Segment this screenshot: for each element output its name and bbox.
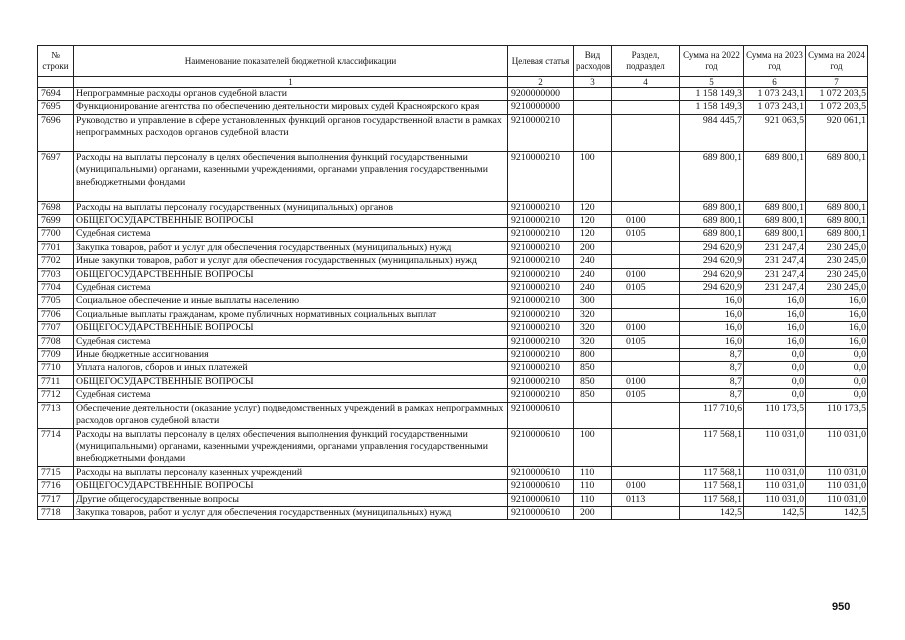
sum-2022-cell: 117 568,1 <box>680 493 744 506</box>
sum-2022-cell: 117 568,1 <box>680 466 744 479</box>
row-number-cell: 7714 <box>38 428 74 466</box>
row-number-cell: 7710 <box>38 362 74 375</box>
section-cell <box>612 241 680 254</box>
table-header-row <box>38 46 868 77</box>
table-row <box>38 335 868 348</box>
row-name-cell: Обеспечение деятельности (оказание услуг) подведомственных учреждений в рамках непрограммных расходов органов судебной власти <box>74 402 508 428</box>
sum-2023-cell: 110 031,0 <box>744 428 806 466</box>
sum-2024-cell: 110 031,0 <box>806 493 868 506</box>
sum-2024-cell: 142,5 <box>806 506 868 519</box>
sum-2024-cell: 0,0 <box>806 375 868 388</box>
target-article-cell: 9210000210 <box>508 201 574 214</box>
sum-2023-cell: 0,0 <box>744 375 806 388</box>
header-target-article: Целевая статья <box>508 46 574 77</box>
sum-2022-cell: 689 800,1 <box>680 215 744 228</box>
row-number-cell: 7696 <box>38 114 74 151</box>
expense-type-cell: 120 <box>574 228 612 241</box>
expense-type-cell <box>574 402 612 428</box>
expense-type-cell: 120 <box>574 215 612 228</box>
sum-2024-cell: 230 245,0 <box>806 241 868 254</box>
sum-2022-cell: 294 620,9 <box>680 255 744 268</box>
row-number-cell: 7717 <box>38 493 74 506</box>
table-row <box>38 114 868 151</box>
sum-2023-cell: 689 800,1 <box>744 152 806 202</box>
row-name-cell: Судебная система <box>74 335 508 348</box>
target-article-cell: 9210000210 <box>508 228 574 241</box>
sum-2023-cell: 110 031,0 <box>744 480 806 493</box>
sum-2024-cell: 110 173,5 <box>806 402 868 428</box>
section-cell: 0105 <box>612 335 680 348</box>
section-cell <box>612 402 680 428</box>
expense-type-cell: 850 <box>574 362 612 375</box>
sum-2024-cell: 689 800,1 <box>806 201 868 214</box>
sum-2022-cell: 117 568,1 <box>680 428 744 466</box>
table-row <box>38 506 868 519</box>
header-sum-2022: Сумма на 2022 год <box>680 46 744 77</box>
sum-2022-cell: 142,5 <box>680 506 744 519</box>
target-article-cell: 9210000210 <box>508 349 574 362</box>
expense-type-cell: 800 <box>574 349 612 362</box>
sum-2024-cell: 689 800,1 <box>806 228 868 241</box>
table-row <box>38 308 868 321</box>
sum-2022-cell: 8,7 <box>680 349 744 362</box>
target-article-cell: 9210000210 <box>508 215 574 228</box>
column-number: 3 <box>574 77 612 88</box>
sum-2022-cell: 117 710,6 <box>680 402 744 428</box>
sum-2022-cell: 984 445,7 <box>680 114 744 151</box>
row-name-cell: Руководство и управление в сфере установленных функций органов государственной власти в рамках непрограммных расходов органов судебной власти <box>74 114 508 151</box>
header-sum-2023: Сумма на 2023 год <box>744 46 806 77</box>
section-cell <box>612 101 680 114</box>
target-article-cell: 9210000210 <box>508 152 574 202</box>
expense-type-cell: 240 <box>574 282 612 295</box>
sum-2022-cell: 1 158 149,3 <box>680 88 744 101</box>
target-article-cell: 9210000210 <box>508 322 574 335</box>
sum-2023-cell: 1 073 243,1 <box>744 101 806 114</box>
section-cell: 0100 <box>612 322 680 335</box>
sum-2022-cell: 294 620,9 <box>680 282 744 295</box>
header-sum-2024: Сумма на 2024 год <box>806 46 868 77</box>
section-cell <box>612 201 680 214</box>
sum-2022-cell: 294 620,9 <box>680 268 744 281</box>
section-cell: 0113 <box>612 493 680 506</box>
column-number: 1 <box>74 77 508 88</box>
row-number-cell: 7705 <box>38 295 74 308</box>
sum-2023-cell: 16,0 <box>744 335 806 348</box>
row-number-cell: 7703 <box>38 268 74 281</box>
table-row <box>38 228 868 241</box>
sum-2024-cell: 16,0 <box>806 308 868 321</box>
row-name-cell: Функционирование агентства по обеспечению деятельности мировых судей Красноярского края <box>74 101 508 114</box>
row-name-cell: Судебная система <box>74 389 508 402</box>
section-cell <box>612 255 680 268</box>
column-number: 4 <box>612 77 680 88</box>
expense-type-cell: 300 <box>574 295 612 308</box>
target-article-cell: 9210000210 <box>508 268 574 281</box>
expense-type-cell: 320 <box>574 322 612 335</box>
target-article-cell: 9210000210 <box>508 114 574 151</box>
row-name-cell: Судебная система <box>74 228 508 241</box>
table-row <box>38 389 868 402</box>
row-name-cell: ОБЩЕГОСУДАРСТВЕННЫЕ ВОПРОСЫ <box>74 375 508 388</box>
table-row <box>38 282 868 295</box>
row-name-cell: ОБЩЕГОСУДАРСТВЕННЫЕ ВОПРОСЫ <box>74 322 508 335</box>
target-article-cell: 9210000210 <box>508 308 574 321</box>
row-name-cell: Расходы на выплаты персоналу в целях обеспечения выполнения функций государственными (муниципальными) органами, казенными учреждениями, органами управления государственными внебюджетными фондами <box>74 428 508 466</box>
row-number-cell: 7706 <box>38 308 74 321</box>
target-article-cell: 9210000610 <box>508 480 574 493</box>
row-name-cell: ОБЩЕГОСУДАРСТВЕННЫЕ ВОПРОСЫ <box>74 215 508 228</box>
row-name-cell: Уплата налогов, сборов и иных платежей <box>74 362 508 375</box>
row-number-cell: 7697 <box>38 152 74 202</box>
sum-2024-cell: 920 061,1 <box>806 114 868 151</box>
expense-type-cell: 120 <box>574 201 612 214</box>
row-name-cell: Закупка товаров, работ и услуг для обеспечения государственных (муниципальных) нужд <box>74 506 508 519</box>
expense-type-cell: 110 <box>574 493 612 506</box>
sum-2024-cell: 16,0 <box>806 322 868 335</box>
section-cell <box>612 466 680 479</box>
section-cell <box>612 308 680 321</box>
sum-2024-cell: 1 072 203,5 <box>806 101 868 114</box>
section-cell: 0105 <box>612 389 680 402</box>
row-name-cell: Иные бюджетные ассигнования <box>74 349 508 362</box>
table-row <box>38 295 868 308</box>
table-row <box>38 201 868 214</box>
target-article-cell: 9210000210 <box>508 255 574 268</box>
sum-2023-cell: 110 031,0 <box>744 466 806 479</box>
sum-2022-cell: 689 800,1 <box>680 201 744 214</box>
row-name-cell: Иные закупки товаров, работ и услуг для обеспечения государственных (муниципальных) нужд <box>74 255 508 268</box>
row-number-cell: 7694 <box>38 88 74 101</box>
sum-2022-cell: 1 158 149,3 <box>680 101 744 114</box>
section-cell <box>612 295 680 308</box>
section-cell <box>612 506 680 519</box>
row-number-cell: 7704 <box>38 282 74 295</box>
header-row-number: № строки <box>38 46 74 77</box>
expense-type-cell: 100 <box>574 428 612 466</box>
sum-2023-cell: 0,0 <box>744 349 806 362</box>
row-name-cell: ОБЩЕГОСУДАРСТВЕННЫЕ ВОПРОСЫ <box>74 268 508 281</box>
sum-2022-cell: 8,7 <box>680 389 744 402</box>
section-cell <box>612 88 680 101</box>
sum-2024-cell: 689 800,1 <box>806 152 868 202</box>
budget-document <box>37 45 867 520</box>
column-number: 2 <box>508 77 574 88</box>
target-article-cell: 9210000610 <box>508 493 574 506</box>
table-row <box>38 480 868 493</box>
expense-type-cell: 240 <box>574 268 612 281</box>
table-row <box>38 215 868 228</box>
sum-2023-cell: 689 800,1 <box>744 228 806 241</box>
sum-2023-cell: 142,5 <box>744 506 806 519</box>
table-row <box>38 362 868 375</box>
sum-2024-cell: 230 245,0 <box>806 255 868 268</box>
sum-2024-cell: 110 031,0 <box>806 480 868 493</box>
table-row <box>38 428 868 466</box>
table-row <box>38 88 868 101</box>
sum-2023-cell: 689 800,1 <box>744 215 806 228</box>
expense-type-cell: 200 <box>574 506 612 519</box>
row-name-cell: Социальные выплаты гражданам, кроме публичных нормативных социальных выплат <box>74 308 508 321</box>
row-number-cell: 7712 <box>38 389 74 402</box>
table-row <box>38 466 868 479</box>
sum-2024-cell: 689 800,1 <box>806 215 868 228</box>
sum-2023-cell: 689 800,1 <box>744 201 806 214</box>
sum-2023-cell: 0,0 <box>744 389 806 402</box>
row-number-cell: 7716 <box>38 480 74 493</box>
sum-2022-cell: 8,7 <box>680 375 744 388</box>
target-article-cell: 9210000210 <box>508 335 574 348</box>
sum-2023-cell: 0,0 <box>744 362 806 375</box>
sum-2024-cell: 0,0 <box>806 362 868 375</box>
table-row <box>38 241 868 254</box>
section-cell: 0100 <box>612 215 680 228</box>
sum-2024-cell: 230 245,0 <box>806 268 868 281</box>
sum-2022-cell: 16,0 <box>680 335 744 348</box>
row-number-cell: 7702 <box>38 255 74 268</box>
row-number-cell: 7700 <box>38 228 74 241</box>
target-article-cell: 9200000000 <box>508 88 574 101</box>
sum-2024-cell: 110 031,0 <box>806 428 868 466</box>
sum-2024-cell: 230 245,0 <box>806 282 868 295</box>
expense-type-cell: 110 <box>574 466 612 479</box>
table-row <box>38 255 868 268</box>
table-row <box>38 375 868 388</box>
sum-2024-cell: 0,0 <box>806 349 868 362</box>
table-row <box>38 322 868 335</box>
sum-2023-cell: 231 247,4 <box>744 282 806 295</box>
sum-2022-cell: 689 800,1 <box>680 228 744 241</box>
column-number: 5 <box>680 77 744 88</box>
sum-2023-cell: 110 031,0 <box>744 493 806 506</box>
expense-type-cell <box>574 88 612 101</box>
header-name: Наименование показателей бюджетной классификации <box>74 46 508 77</box>
sum-2023-cell: 16,0 <box>744 295 806 308</box>
expense-type-cell: 320 <box>574 335 612 348</box>
expense-type-cell: 100 <box>574 152 612 202</box>
sum-2022-cell: 16,0 <box>680 322 744 335</box>
sum-2023-cell: 16,0 <box>744 308 806 321</box>
section-cell <box>612 152 680 202</box>
budget-table <box>37 45 868 520</box>
target-article-cell: 9210000210 <box>508 241 574 254</box>
column-number: 7 <box>806 77 868 88</box>
sum-2023-cell: 231 247,4 <box>744 268 806 281</box>
header-section: Раздел, подраздел <box>612 46 680 77</box>
expense-type-cell: 850 <box>574 389 612 402</box>
sum-2023-cell: 1 073 243,1 <box>744 88 806 101</box>
section-cell: 0105 <box>612 282 680 295</box>
sum-2022-cell: 294 620,9 <box>680 241 744 254</box>
page-number: 950 <box>832 601 851 613</box>
sum-2022-cell: 16,0 <box>680 295 744 308</box>
section-cell: 0100 <box>612 375 680 388</box>
expense-type-cell <box>574 101 612 114</box>
row-name-cell: Непрограммные расходы органов судебной власти <box>74 88 508 101</box>
row-number-cell: 7701 <box>38 241 74 254</box>
row-name-cell: Расходы на выплаты персоналу государственных (муниципальных) органов <box>74 201 508 214</box>
target-article-cell: 9210000610 <box>508 428 574 466</box>
row-number-cell: 7698 <box>38 201 74 214</box>
row-number-cell: 7713 <box>38 402 74 428</box>
table-row <box>38 101 868 114</box>
target-article-cell: 9210000210 <box>508 295 574 308</box>
row-name-cell: Расходы на выплаты персоналу в целях обеспечения выполнения функций государственными (муниципальными) органами, казенными учреждениями, органами управления государственными внебюджетными фондами <box>74 152 508 202</box>
table-row <box>38 493 868 506</box>
expense-type-cell: 850 <box>574 375 612 388</box>
sum-2023-cell: 231 247,4 <box>744 255 806 268</box>
section-cell <box>612 349 680 362</box>
sum-2023-cell: 921 063,5 <box>744 114 806 151</box>
row-name-cell: Судебная система <box>74 282 508 295</box>
expense-type-cell: 320 <box>574 308 612 321</box>
target-article-cell: 9210000610 <box>508 402 574 428</box>
row-number-cell: 7707 <box>38 322 74 335</box>
header-expense-type: Вид расходов <box>574 46 612 77</box>
target-article-cell: 9210000610 <box>508 506 574 519</box>
table-row <box>38 152 868 202</box>
expense-type-cell: 110 <box>574 480 612 493</box>
row-name-cell: Социальное обеспечение и иные выплаты населению <box>74 295 508 308</box>
row-name-cell: Другие общегосударственные вопросы <box>74 493 508 506</box>
section-cell: 0105 <box>612 228 680 241</box>
section-cell: 0100 <box>612 268 680 281</box>
table-row <box>38 349 868 362</box>
target-article-cell: 9210000210 <box>508 389 574 402</box>
sum-2023-cell: 16,0 <box>744 322 806 335</box>
column-number: 6 <box>744 77 806 88</box>
section-cell: 0100 <box>612 480 680 493</box>
section-cell <box>612 428 680 466</box>
sum-2023-cell: 110 173,5 <box>744 402 806 428</box>
row-number-cell: 7695 <box>38 101 74 114</box>
expense-type-cell: 200 <box>574 241 612 254</box>
sum-2024-cell: 1 072 203,5 <box>806 88 868 101</box>
target-article-cell: 9210000610 <box>508 466 574 479</box>
row-name-cell: Расходы на выплаты персоналу казенных учреждений <box>74 466 508 479</box>
column-number-row <box>38 77 868 88</box>
row-number-cell: 7708 <box>38 335 74 348</box>
sum-2024-cell: 16,0 <box>806 335 868 348</box>
target-article-cell: 9210000210 <box>508 362 574 375</box>
sum-2024-cell: 110 031,0 <box>806 466 868 479</box>
expense-type-cell <box>574 114 612 151</box>
row-number-cell: 7718 <box>38 506 74 519</box>
column-number <box>38 77 74 88</box>
expense-type-cell: 240 <box>574 255 612 268</box>
target-article-cell: 9210000000 <box>508 101 574 114</box>
row-number-cell: 7711 <box>38 375 74 388</box>
target-article-cell: 9210000210 <box>508 282 574 295</box>
table-row <box>38 268 868 281</box>
section-cell <box>612 114 680 151</box>
sum-2022-cell: 117 568,1 <box>680 480 744 493</box>
sum-2023-cell: 231 247,4 <box>744 241 806 254</box>
target-article-cell: 9210000210 <box>508 375 574 388</box>
sum-2022-cell: 8,7 <box>680 362 744 375</box>
section-cell <box>612 362 680 375</box>
sum-2022-cell: 16,0 <box>680 308 744 321</box>
table-row <box>38 402 868 428</box>
sum-2024-cell: 0,0 <box>806 389 868 402</box>
row-number-cell: 7709 <box>38 349 74 362</box>
row-number-cell: 7715 <box>38 466 74 479</box>
sum-2024-cell: 16,0 <box>806 295 868 308</box>
row-number-cell: 7699 <box>38 215 74 228</box>
sum-2022-cell: 689 800,1 <box>680 152 744 202</box>
row-name-cell: ОБЩЕГОСУДАРСТВЕННЫЕ ВОПРОСЫ <box>74 480 508 493</box>
row-name-cell: Закупка товаров, работ и услуг для обеспечения государственных (муниципальных) нужд <box>74 241 508 254</box>
